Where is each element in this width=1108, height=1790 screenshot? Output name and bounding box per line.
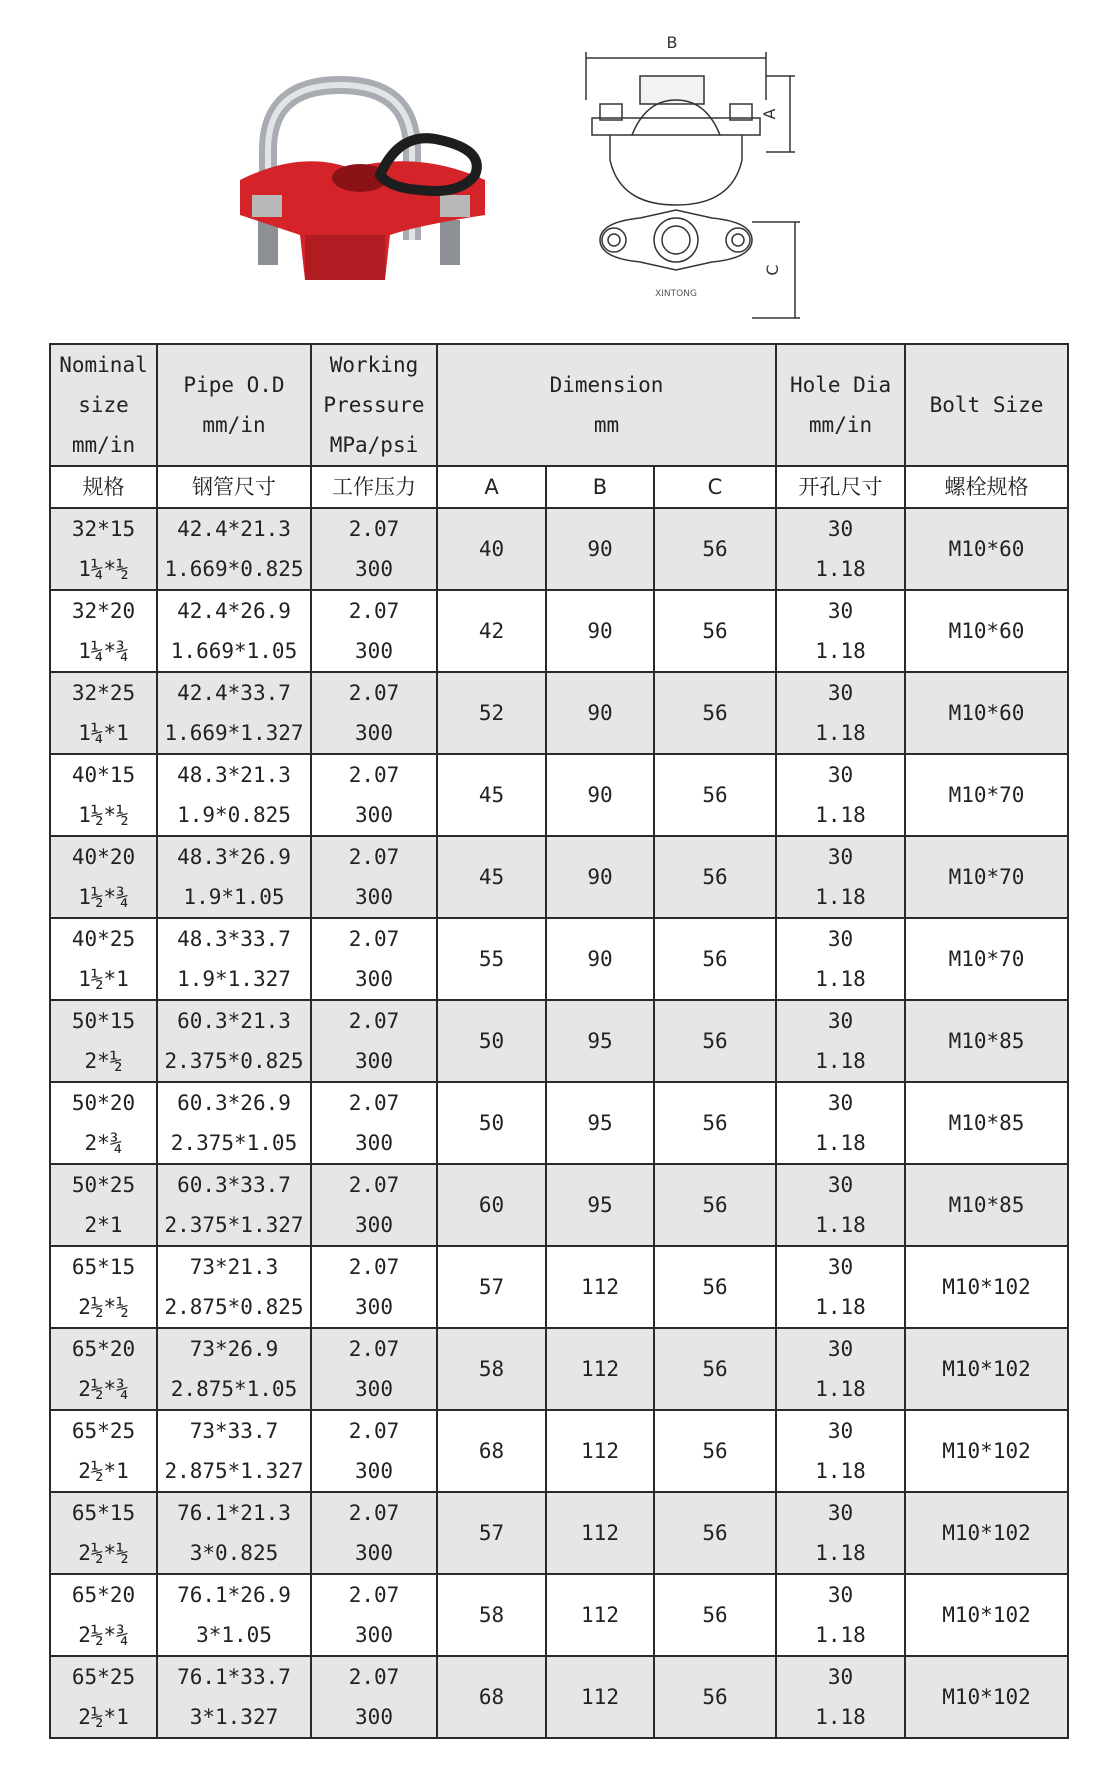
cell-working-pressure: 2.07 300: [311, 1164, 437, 1246]
cell-hole-dia: 30 1.18: [776, 1082, 905, 1164]
table-row: [50, 754, 1068, 836]
cell-hole-dia: 30 1.18: [776, 1410, 905, 1492]
zh-header-cell: A: [437, 466, 546, 508]
cell-pipe-od: 42.4*26.9 1.669*1.05: [157, 590, 311, 672]
cell-pipe-od: 48.3*33.7 1.9*1.327: [157, 918, 311, 1000]
cell-working-pressure: 2.07 300: [311, 754, 437, 836]
cell-pipe-od: 73*21.3 2.875*0.825: [157, 1246, 311, 1328]
cell-hole-dia: 30 1.18: [776, 1246, 905, 1328]
cell-pipe-od: 76.1*33.7 3*1.327: [157, 1656, 311, 1738]
cell-dim-a: 52: [437, 672, 546, 754]
cell-bolt-size: M10*85: [905, 1000, 1068, 1082]
cell-dim-b: 90: [546, 836, 654, 918]
zh-header-cell: 开孔尺寸: [776, 466, 905, 508]
cell-dim-b: 112: [546, 1328, 654, 1410]
cell-dim-c: 56: [654, 1000, 776, 1082]
cell-nominal-size: 32*25 1¼*1: [50, 672, 157, 754]
product-figures: [0, 0, 1108, 335]
cell-dim-b: 112: [546, 1656, 654, 1738]
table-row: [50, 836, 1068, 918]
cell-working-pressure: 2.07 300: [311, 1492, 437, 1574]
cell-bolt-size: M10*70: [905, 754, 1068, 836]
cell-pipe-od: 42.4*33.7 1.669*1.327: [157, 672, 311, 754]
cell-dim-a: 60: [437, 1164, 546, 1246]
cell-nominal-size: 65*15 2½*½: [50, 1246, 157, 1328]
header-row: [50, 344, 1068, 466]
cell-dim-a: 50: [437, 1000, 546, 1082]
cell-pipe-od: 73*26.9 2.875*1.05: [157, 1328, 311, 1410]
table-row: [50, 672, 1068, 754]
cell-nominal-size: 65*20 2½*¾: [50, 1574, 157, 1656]
cell-dim-a: 57: [437, 1492, 546, 1574]
cell-bolt-size: M10*102: [905, 1492, 1068, 1574]
cell-dim-b: 90: [546, 590, 654, 672]
cell-dim-b: 95: [546, 1000, 654, 1082]
cell-hole-dia: 30 1.18: [776, 672, 905, 754]
zh-header-cell: C: [654, 466, 776, 508]
cell-bolt-size: M10*102: [905, 1410, 1068, 1492]
cell-dim-c: 56: [654, 1492, 776, 1574]
cell-dim-c: 56: [654, 508, 776, 590]
cell-hole-dia: 30 1.18: [776, 1164, 905, 1246]
cell-dim-b: 112: [546, 1574, 654, 1656]
cell-dim-c: 56: [654, 590, 776, 672]
cell-pipe-od: 48.3*21.3 1.9*0.825: [157, 754, 311, 836]
top-view-drawing: [600, 210, 800, 318]
dimension-label-c: C: [763, 264, 782, 276]
product-photo: [240, 85, 485, 280]
cell-working-pressure: 2.07 300: [311, 918, 437, 1000]
front-view-drawing: [586, 52, 795, 205]
cell-working-pressure: 2.07 300: [311, 1574, 437, 1656]
cell-nominal-size: 50*25 2*1: [50, 1164, 157, 1246]
header-pipe-od: Pipe O.D mm/in: [157, 344, 311, 466]
cell-dim-a: 68: [437, 1410, 546, 1492]
cell-dim-c: 56: [654, 754, 776, 836]
cell-hole-dia: 30 1.18: [776, 1656, 905, 1738]
cell-hole-dia: 30 1.18: [776, 590, 905, 672]
cell-working-pressure: 2.07 300: [311, 1000, 437, 1082]
cell-working-pressure: 2.07 300: [311, 1246, 437, 1328]
cell-pipe-od: 73*33.7 2.875*1.327: [157, 1410, 311, 1492]
cell-dim-b: 90: [546, 672, 654, 754]
table-row: [50, 1410, 1068, 1492]
table-row: [50, 1000, 1068, 1082]
cell-nominal-size: 32*20 1¼*¾: [50, 590, 157, 672]
header-dimension: Dimension mm: [437, 344, 776, 466]
zh-header-cell: 螺栓规格: [905, 466, 1068, 508]
cell-bolt-size: M10*102: [905, 1328, 1068, 1410]
cell-pipe-od: 48.3*26.9 1.9*1.05: [157, 836, 311, 918]
cell-bolt-size: M10*60: [905, 672, 1068, 754]
cell-pipe-od: 42.4*21.3 1.669*0.825: [157, 508, 311, 590]
cell-dim-b: 95: [546, 1164, 654, 1246]
zh-header-cell: 工作压力: [311, 466, 437, 508]
header-nominal: Nominal size mm/in: [50, 344, 157, 466]
cell-dim-c: 56: [654, 1164, 776, 1246]
cell-hole-dia: 30 1.18: [776, 918, 905, 1000]
illustration-area: [0, 0, 1108, 335]
cell-hole-dia: 30 1.18: [776, 754, 905, 836]
header-bolt-size: Bolt Size: [905, 344, 1068, 466]
cell-dim-a: 40: [437, 508, 546, 590]
cell-bolt-size: M10*85: [905, 1164, 1068, 1246]
cell-working-pressure: 2.07 300: [311, 1656, 437, 1738]
dimension-label-b: B: [666, 33, 678, 52]
cell-dim-c: 56: [654, 918, 776, 1000]
cell-working-pressure: 2.07 300: [311, 508, 437, 590]
table-row: [50, 1492, 1068, 1574]
cell-nominal-size: 32*15 1¼*½: [50, 508, 157, 590]
cell-nominal-size: 50*15 2*½: [50, 1000, 157, 1082]
zh-header-cell: 规格: [50, 466, 157, 508]
cell-hole-dia: 30 1.18: [776, 836, 905, 918]
table-row: [50, 1328, 1068, 1410]
cell-dim-c: 56: [654, 1328, 776, 1410]
cell-bolt-size: M10*102: [905, 1246, 1068, 1328]
cell-working-pressure: 2.07 300: [311, 1410, 437, 1492]
cell-dim-c: 56: [654, 1082, 776, 1164]
cell-dim-c: 56: [654, 836, 776, 918]
dimension-label-a: A: [760, 108, 779, 120]
cell-hole-dia: 30 1.18: [776, 508, 905, 590]
cell-pipe-od: 76.1*26.9 3*1.05: [157, 1574, 311, 1656]
spec-table: [49, 343, 1069, 1739]
cell-dim-b: 112: [546, 1246, 654, 1328]
table-row: [50, 590, 1068, 672]
cell-pipe-od: 60.3*21.3 2.375*0.825: [157, 1000, 311, 1082]
cell-dim-a: 57: [437, 1246, 546, 1328]
cell-nominal-size: 65*25 2½*1: [50, 1656, 157, 1738]
cell-dim-c: 56: [654, 1656, 776, 1738]
cell-nominal-size: 65*15 2½*½: [50, 1492, 157, 1574]
cell-nominal-size: 40*25 1½*1: [50, 918, 157, 1000]
cell-dim-a: 55: [437, 918, 546, 1000]
cell-dim-c: 56: [654, 1410, 776, 1492]
casting-mark-text: XINTONG: [655, 289, 697, 299]
cell-dim-b: 90: [546, 508, 654, 590]
cell-dim-b: 90: [546, 754, 654, 836]
cell-dim-a: 58: [437, 1574, 546, 1656]
table-row: [50, 1574, 1068, 1656]
cell-dim-a: 68: [437, 1656, 546, 1738]
cell-dim-a: 45: [437, 754, 546, 836]
table-row: [50, 918, 1068, 1000]
zh-header-cell: 钢管尺寸: [157, 466, 311, 508]
cell-hole-dia: 30 1.18: [776, 1328, 905, 1410]
cell-pipe-od: 60.3*33.7 2.375*1.327: [157, 1164, 311, 1246]
cell-dim-b: 112: [546, 1410, 654, 1492]
cell-working-pressure: 2.07 300: [311, 1082, 437, 1164]
table-row: [50, 1082, 1068, 1164]
cell-dim-c: 56: [654, 672, 776, 754]
cell-dim-c: 56: [654, 1246, 776, 1328]
table-row: [50, 1246, 1068, 1328]
cell-working-pressure: 2.07 300: [311, 1328, 437, 1410]
cell-working-pressure: 2.07 300: [311, 672, 437, 754]
cell-nominal-size: 65*20 2½*¾: [50, 1328, 157, 1410]
table-row: [50, 508, 1068, 590]
cell-dim-c: 56: [654, 1574, 776, 1656]
header-hole-dia: Hole Dia mm/in: [776, 344, 905, 466]
cell-bolt-size: M10*60: [905, 590, 1068, 672]
cell-dim-a: 58: [437, 1328, 546, 1410]
cell-nominal-size: 40*20 1½*¾: [50, 836, 157, 918]
cell-bolt-size: M10*70: [905, 836, 1068, 918]
cell-bolt-size: M10*70: [905, 918, 1068, 1000]
cell-dim-b: 112: [546, 1492, 654, 1574]
zh-header-row: [50, 466, 1068, 508]
cell-hole-dia: 30 1.18: [776, 1574, 905, 1656]
cell-pipe-od: 60.3*26.9 2.375*1.05: [157, 1082, 311, 1164]
cell-dim-a: 50: [437, 1082, 546, 1164]
cell-bolt-size: M10*85: [905, 1082, 1068, 1164]
cell-nominal-size: 50*20 2*¾: [50, 1082, 157, 1164]
cell-nominal-size: 65*25 2½*1: [50, 1410, 157, 1492]
table-row: [50, 1164, 1068, 1246]
cell-dim-a: 42: [437, 590, 546, 672]
cell-dim-a: 45: [437, 836, 546, 918]
cell-nominal-size: 40*15 1½*½: [50, 754, 157, 836]
cell-working-pressure: 2.07 300: [311, 836, 437, 918]
table-row: [50, 1656, 1068, 1738]
cell-bolt-size: M10*60: [905, 508, 1068, 590]
zh-header-cell: B: [546, 466, 654, 508]
cell-dim-b: 95: [546, 1082, 654, 1164]
cell-working-pressure: 2.07 300: [311, 590, 437, 672]
cell-pipe-od: 76.1*21.3 3*0.825: [157, 1492, 311, 1574]
cell-dim-b: 90: [546, 918, 654, 1000]
cell-hole-dia: 30 1.18: [776, 1000, 905, 1082]
cell-hole-dia: 30 1.18: [776, 1492, 905, 1574]
cell-bolt-size: M10*102: [905, 1574, 1068, 1656]
cell-bolt-size: M10*102: [905, 1656, 1068, 1738]
header-pressure: Working Pressure MPa/psi: [311, 344, 437, 466]
